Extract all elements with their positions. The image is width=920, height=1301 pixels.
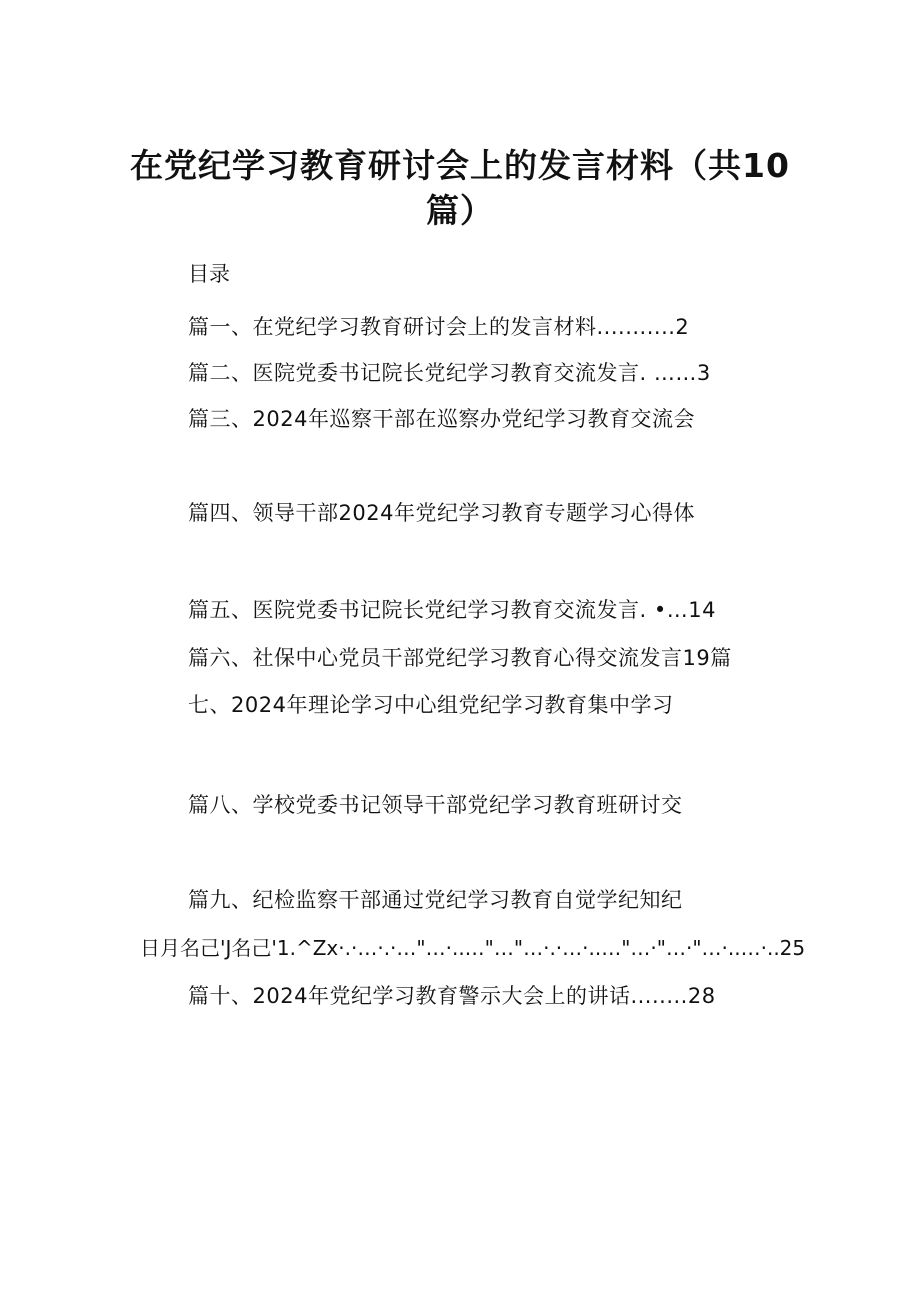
toc-entry: 篇六、社保中心党员干部党纪学习教育心得交流发言19篇	[188, 646, 732, 670]
document-title-line-2: 篇）	[426, 191, 494, 230]
toc-entry: 篇一、在党纪学习教育研讨会上的发言材料...........2	[188, 315, 690, 339]
toc-entry: 篇八、学校党委书记领导干部党纪学习教育班研讨交	[188, 793, 683, 817]
toc-entry: 日月名己'J名己'1.^Zx·.·…·.·…"…·..…"…"…·.·…·..…"…·"…·"…·..…·..25	[140, 936, 806, 960]
document-title-line-1: 在党纪学习教育研讨会上的发言材料（共10	[130, 146, 790, 185]
toc-entry: 篇五、医院党委书记院长党纪学习教育交流发言. •…14	[188, 598, 716, 622]
toc-entry: 篇三、2024年巡察干部在巡察办党纪学习教育交流会	[188, 407, 695, 431]
toc-entry: 篇二、医院党委书记院长党纪学习教育交流发言. ……3	[188, 361, 711, 385]
toc-heading: 目录	[188, 262, 230, 286]
toc-entry: 七、2024年理论学习中心组党纪学习教育集中学习	[188, 693, 674, 717]
toc-entry: 篇四、领导干部2024年党纪学习教育专题学习心得体	[188, 501, 695, 525]
toc-entry: 篇九、纪检监察干部通过党纪学习教育自觉学纪知纪	[188, 888, 683, 912]
toc-entry: 篇十、2024年党纪学习教育警示大会上的讲话........28	[188, 984, 716, 1008]
